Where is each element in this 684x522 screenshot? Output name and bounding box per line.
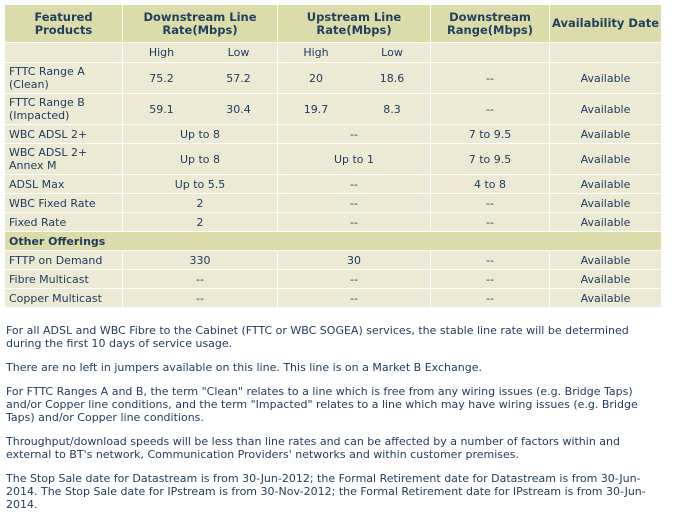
subheader-row [5,43,661,62]
subheader-up-low: Low [381,46,403,59]
product-name: WBC ADSL 2+ Annex M [5,144,122,174]
up-high-value: 19.7 [303,102,329,116]
product-name: Fixed Rate [5,213,122,231]
up-value: -- [278,213,430,231]
range-value: -- [431,289,549,307]
availability-value: Available [550,270,661,288]
range-value: 7 to 9.5 [431,144,549,174]
up-low-value: 18.6 [379,71,405,85]
table-row [5,270,661,288]
product-name: FTTC Range B (Impacted) [5,94,122,124]
up-low-value: 8.3 [383,102,401,116]
down-low-value: 30.4 [226,102,251,116]
up-value: -- [278,270,430,288]
up-value: 30 [278,251,430,269]
note-stable-line-rate: For all ADSL and WBC Fibre to the Cabinet (FTTC or WBC SOGEA) services, the stable line rate will be determined during the first 10 days of service usage. [6,324,629,350]
down-value: Up to 5.5 [123,175,277,193]
product-name: Fibre Multicast [5,270,122,288]
note-clean-impacted: For FTTC Ranges A and B, the term "Clean" relates to a line which is free from any wiring issues (e.g. Bridge Taps) and/or Copper line conditions, and the term "Impacted" relates to a line which may have wiring issues (e.g. Bridge Taps) and/or Copper line conditions. [6,385,638,424]
note-throughput: Throughput/download speeds will be less than line rates and can be affected by a number of factors within and external to BT's network, Communication Providers' networks and within customer premises. [6,435,621,461]
other-offerings-section [5,232,661,250]
product-name: ADSL Max [5,175,122,193]
availability-table [4,4,662,308]
subheader-up-high: High [303,46,329,59]
header-downstream-line-rate: Downstream Line Rate(Mbps) [123,5,277,42]
table-row [5,194,661,212]
down-value: 2 [123,194,277,212]
header-featured-products: Featured Products [5,5,122,42]
table-row [5,94,661,124]
up-value: -- [278,194,430,212]
range-value: -- [431,251,549,269]
product-name: WBC ADSL 2+ [5,125,122,143]
down-value: 2 [123,213,277,231]
header-upstream-line-rate: Upstream Line Rate(Mbps) [278,5,430,42]
up-value: -- [278,125,430,143]
down-value: Up to 8 [123,144,277,174]
range-value: 7 to 9.5 [431,125,549,143]
availability-value: Available [550,175,661,193]
subheader-down-high: High [148,46,175,59]
down-high-value: 75.2 [149,71,174,85]
table-row [5,289,661,307]
subheader-down-low: Low [227,46,250,59]
table-row [5,125,661,143]
availability-value: Available [550,125,661,143]
availability-value: Available [550,144,661,174]
availability-value: Available [550,289,661,307]
range-value: -- [431,213,549,231]
range-value: -- [431,63,549,93]
up-value: -- [278,175,430,193]
table-row [5,213,661,231]
availability-value: Available [550,194,661,212]
range-value: 4 to 8 [431,175,549,193]
up-value: -- [278,289,430,307]
header-downstream-range: Downstream Range(Mbps) [431,5,549,42]
product-name: FTTC Range A (Clean) [5,63,122,93]
product-name: FTTP on Demand [5,251,122,269]
down-value: -- [123,289,277,307]
note-jumpers: There are no left in jumpers available on this line. This line is on a Market B Exchange. [6,361,482,374]
availability-value: Available [550,63,661,93]
down-low-value: 57.2 [226,71,251,85]
table-row [5,251,661,269]
range-value: -- [431,194,549,212]
note-stop-sale: The Stop Sale date for Datastream is from 30-Jun-2012; the Formal Retirement date for Datastream is from 30-Jun-2014. The Stop Sale date for IPstream is from 30-Nov-2012; the Formal Retirement date for IPstream is from 30-Jun-2014. [6,472,646,511]
table-row [5,63,661,93]
availability-value: Available [550,251,661,269]
range-value: -- [431,94,549,124]
notes-section [6,324,666,522]
product-name: Copper Multicast [5,289,122,307]
table-row [5,175,661,193]
up-value: Up to 1 [278,144,430,174]
up-high-value: 20 [309,71,323,85]
range-value: -- [431,270,549,288]
down-high-value: 59.1 [149,102,174,116]
section-title: Other Offerings [5,232,661,250]
table-row [5,144,661,174]
availability-value: Available [550,213,661,231]
down-value: 330 [123,251,277,269]
down-value: -- [123,270,277,288]
header-availability-date: Availability Date [550,5,661,42]
availability-value: Available [550,94,661,124]
down-value: Up to 8 [123,125,277,143]
product-name: WBC Fixed Rate [5,194,122,212]
